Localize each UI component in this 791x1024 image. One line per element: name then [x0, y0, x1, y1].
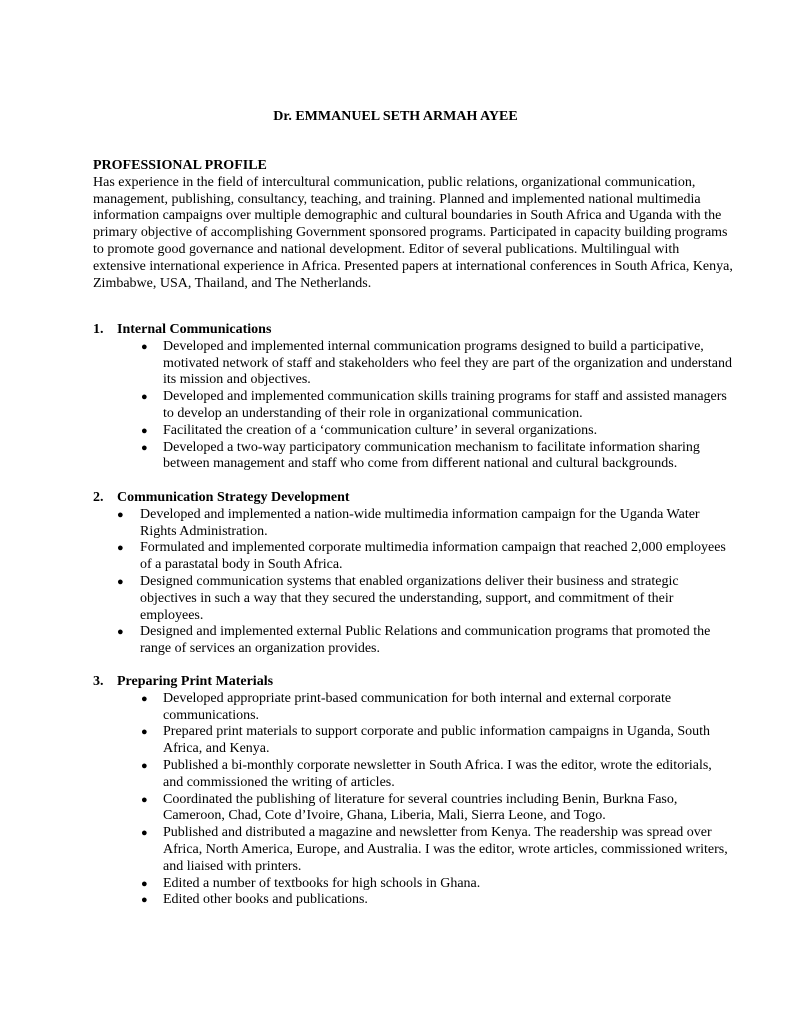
bullet-icon: ● — [141, 340, 148, 353]
list-item: ● Developed and implemented a nation-wide multimedia information campaign for the Uganda Water Rights Administration. — [117, 506, 700, 539]
section-title: Communication Strategy Development — [117, 490, 350, 505]
section-internal-communications — [93, 322, 733, 473]
bullet-icon: ● — [141, 441, 148, 454]
bullet-icon: ● — [141, 726, 148, 739]
section-number: 2. — [93, 490, 104, 505]
bullet-list — [93, 339, 733, 473]
bullet-icon: ● — [117, 575, 124, 588]
list-item: ● Published a bi-monthly corporate newsletter in South Africa. I was the editor, wrote the editorials, and commissioned the writing of articles. — [141, 757, 712, 790]
bullet-icon: ● — [117, 542, 124, 555]
bullet-icon: ● — [141, 759, 148, 772]
list-item: ● Formulated and implemented corporate multimedia information campaign that reached 2,000 employees of a parastatal body in South Africa. — [117, 540, 726, 573]
list-item: ● Coordinated the publishing of literature for several countries including Benin, Burkna Faso, Cameroon, Chad, Cote d’Ivoire, Ghana, Liberia, Mali, Sierra Leone, and Togo. — [141, 791, 678, 824]
list-item: ● Published and distributed a magazine and newsletter from Kenya. The readership was spread over Africa, North America, Europe, and Australia. I was the editor, wrote articles, commissioned writers, and liaised with printers. — [141, 825, 728, 874]
document-title: Dr. EMMANUEL SETH ARMAH AYEE — [273, 109, 518, 124]
list-item: ● Developed and implemented internal communication programs designed to build a participative, motivated network of staff and stakeholders who feel they are part of the organization and understand its mission and objectives. — [141, 338, 733, 388]
bullet-icon: ● — [141, 877, 148, 890]
bullet-icon: ● — [141, 827, 148, 840]
section-heading — [93, 322, 733, 339]
profile-text: Has experience in the field of intercultural communication, public relations, organizational communication, management, publishing, consultancy, teaching, and training. Planned and implemented national multimedia information campaigns over multiple demographic and cultural boundaries in South Africa and Uganda with the primary objective of accomplishing Government sponsored programs. Participated in capacity building programs to promote good governance and national development. Editor of several publications. Multilingual with extensive international experience in Africa. Presented papers at international conferences in South Africa, Kenya, Zimbabwe, USA, Thailand, and The Netherlands. — [93, 174, 733, 291]
section-heading — [93, 674, 733, 691]
list-item: ● Developed appropriate print-based communication for both internal and external corporate communications. — [141, 690, 672, 723]
list-item: ● Designed and implemented external Public Relations and communication programs that promoted the range of services an organization provides. — [117, 624, 711, 657]
list-item: ● Facilitated the creation of a ‘communication culture’ in several organizations. — [141, 422, 598, 438]
list-item: ● Developed a two-way participatory communication mechanism to facilitate information sharing between management and staff who come from different national and cultural backgrounds. — [141, 439, 700, 472]
bullet-icon: ● — [117, 508, 124, 521]
section-number: 3. — [93, 674, 104, 689]
list-item: ● Edited a number of textbooks for high schools in Ghana. — [141, 875, 481, 891]
bullet-icon: ● — [141, 391, 148, 404]
profile-heading: PROFESSIONAL PROFILE — [93, 158, 267, 173]
list-item: ● Edited other books and publications. — [141, 892, 368, 908]
section-number: 1. — [93, 322, 104, 337]
bullet-icon: ● — [141, 424, 148, 437]
bullet-icon: ● — [141, 692, 148, 705]
list-item: ● Developed and implemented communication skills training programs for staff and assisted managers to develop an understanding of their role in organizational communication. — [141, 389, 727, 421]
section-title: Preparing Print Materials — [117, 674, 274, 689]
bullet-icon: ● — [141, 793, 148, 806]
section-title: Internal Communications — [117, 322, 272, 337]
bullet-list — [93, 691, 733, 909]
professional-profile — [93, 158, 733, 292]
list-item: ● Designed communication systems that enabled organizations deliver their business and strategic objectives in such a way that they secured the understanding, support, and commitment of their employees. — [117, 573, 679, 623]
bullet-icon: ● — [141, 894, 148, 907]
section-print-materials — [93, 674, 733, 909]
bullet-list — [93, 507, 733, 658]
section-heading — [93, 490, 733, 507]
list-item: ● Prepared print materials to support corporate and public information campaigns in Uganda, South Africa, and Kenya. — [141, 724, 711, 757]
section-communication-strategy — [93, 490, 733, 658]
bullet-icon: ● — [117, 626, 124, 639]
